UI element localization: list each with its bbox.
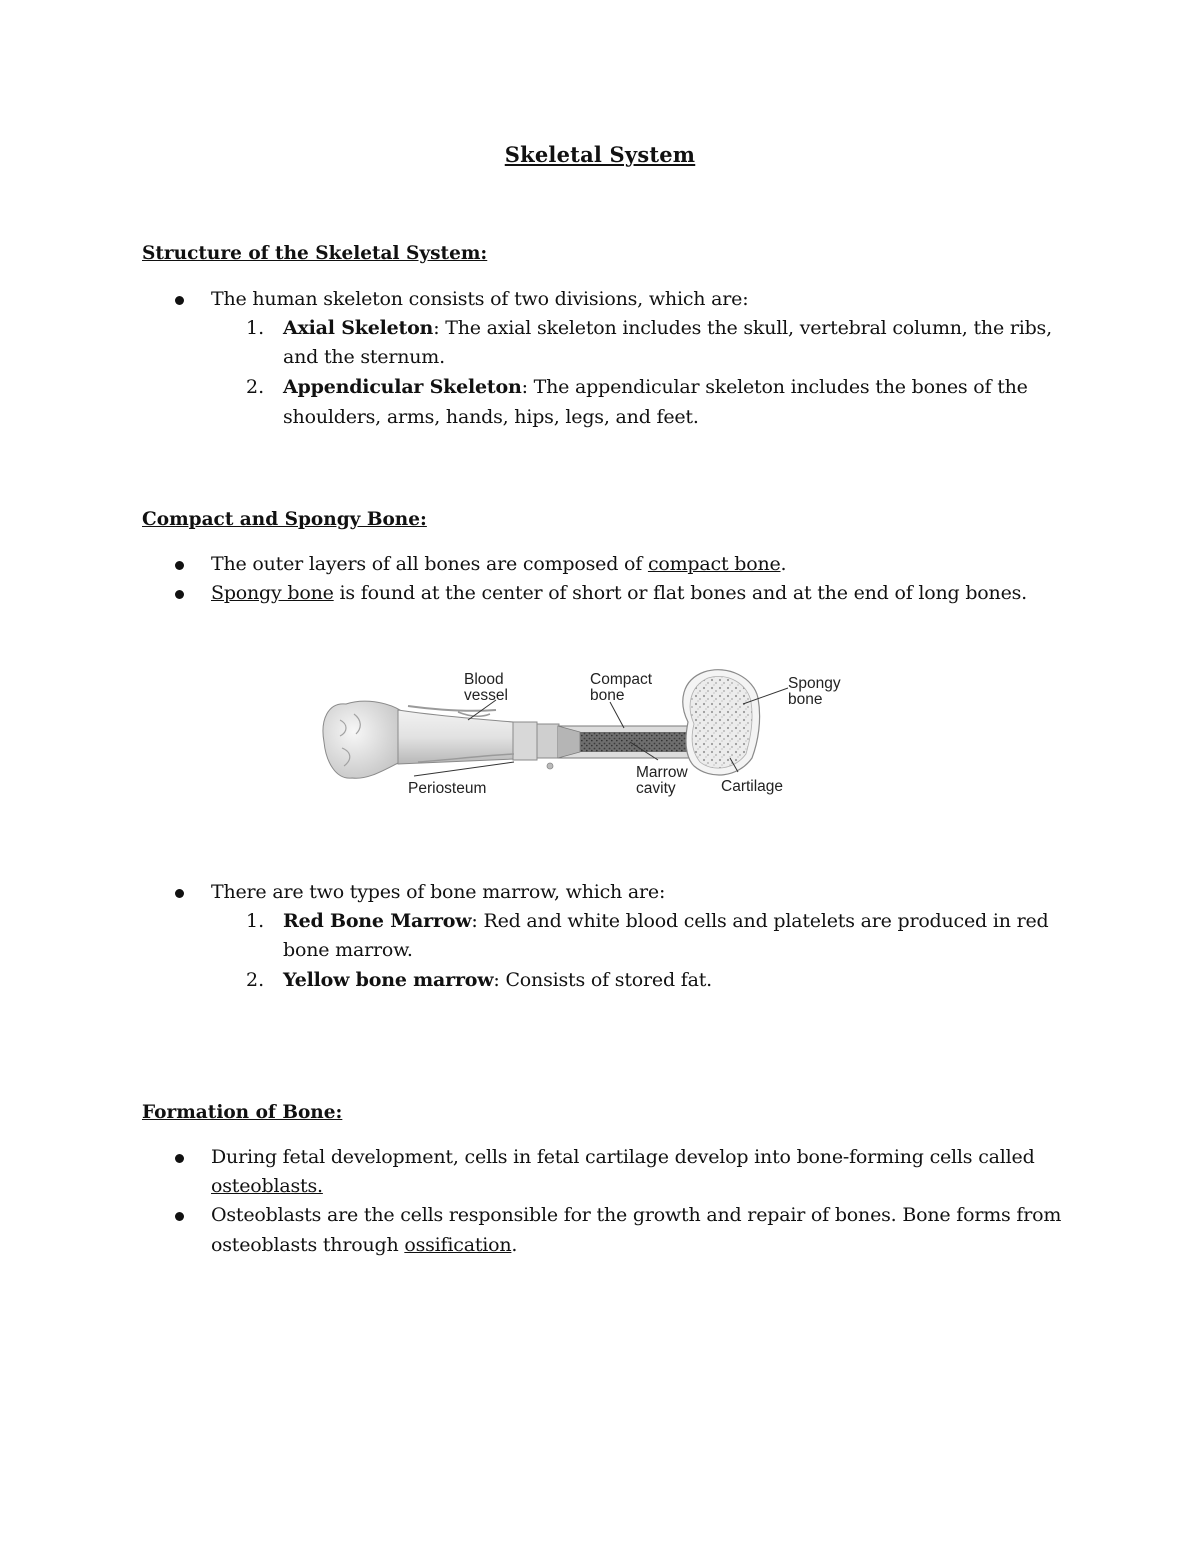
blood-vessel — [408, 706, 496, 711]
bullet-text-fetal: During fetal development, cells in fetal cartilage develop into bone-forming cells called — [211, 1146, 1035, 1168]
bone-left-end — [323, 701, 400, 778]
section-heading-compact-spongy: Compact and Spongy Bone: — [142, 509, 427, 530]
bullet-text: The human skeleton consists of two divisions, which are: — [211, 288, 749, 310]
spongy-bone-region — [690, 676, 752, 768]
label-compact-bone-1: Compact — [590, 671, 653, 688]
label-blood-vessel-2: vessel — [464, 687, 508, 704]
list-item-text: : Red and white blood cells and platelets are produced in red — [471, 910, 1049, 932]
list-number: 2. — [246, 969, 265, 991]
section-heading-formation: Formation of Bone: — [142, 1102, 343, 1123]
label-spongy-bone-2: bone — [788, 691, 823, 708]
text-run: is found at the center of short or flat bones and at the end of long bones. — [333, 582, 1028, 604]
text-run: . — [511, 1234, 518, 1256]
text-run: osteoblasts through — [211, 1234, 405, 1256]
list-item-red-marrow — [283, 910, 1049, 932]
bullet-text-continuation — [211, 1234, 517, 1256]
long-bone-diagram — [318, 662, 858, 802]
bullet-icon — [175, 1212, 184, 1221]
text-run: The outer layers of all bones are composed of — [211, 553, 648, 575]
text-run: . — [780, 553, 787, 575]
label-marrow-cavity-1: Marrow — [636, 764, 688, 781]
bullet-icon — [175, 561, 184, 570]
bullet-text-compact — [211, 553, 786, 575]
label-marrow-cavity-2: cavity — [636, 780, 676, 797]
label-cartilage: Cartilage — [721, 778, 784, 795]
bullet-icon — [175, 590, 184, 599]
label-compact-bone-2: bone — [590, 687, 625, 704]
bullet-text-osteoblasts: Osteoblasts are the cells responsible for the growth and repair of bones. Bone forms from — [211, 1204, 1062, 1226]
page-title: Skeletal System — [504, 142, 696, 167]
term-red-bone-marrow: Red Bone Marrow — [283, 910, 472, 932]
list-item-text: : The appendicular skeleton includes the bones of the — [521, 376, 1028, 398]
label-blood-vessel-1: Blood — [464, 671, 504, 688]
marrow-cavity — [580, 732, 698, 752]
bullet-icon — [175, 889, 184, 898]
list-item-continuation: shoulders, arms, hands, hips, legs, and feet. — [283, 406, 699, 428]
list-item-yellow-marrow — [283, 969, 712, 991]
bullet-text-spongy — [211, 582, 1027, 604]
term-osteoblasts: osteoblasts. — [211, 1175, 323, 1197]
section-heading-structure: Structure of the Skeletal System: — [142, 243, 488, 264]
bullet-icon — [175, 296, 184, 305]
list-number: 1. — [246, 317, 265, 339]
list-item-axial — [283, 317, 1052, 339]
term-spongy-bone: Spongy bone — [211, 582, 334, 604]
term-axial-skeleton: Axial Skeleton — [283, 317, 434, 339]
bullet-text-continuation — [211, 1175, 323, 1197]
label-spongy-bone-1: Spongy — [788, 675, 841, 692]
term-yellow-bone-marrow: Yellow bone marrow — [283, 969, 494, 991]
term-appendicular-skeleton: Appendicular Skeleton — [283, 376, 522, 398]
bullet-icon — [175, 1154, 184, 1163]
bullet-text-marrow-types: There are two types of bone marrow, which are: — [211, 881, 666, 903]
term-compact-bone: compact bone — [647, 553, 781, 575]
term-ossification: ossification — [404, 1234, 512, 1256]
list-item-text: : Consists of stored fat. — [493, 969, 712, 991]
list-item-appendicular — [283, 376, 1028, 398]
list-number: 1. — [246, 910, 265, 932]
list-item-continuation: bone marrow. — [283, 939, 413, 961]
list-item-continuation: and the sternum. — [283, 346, 445, 368]
list-item-text: : The axial skeleton includes the skull, vertebral column, the ribs, — [433, 317, 1052, 339]
label-periosteum: Periosteum — [408, 780, 487, 797]
list-number: 2. — [246, 376, 265, 398]
